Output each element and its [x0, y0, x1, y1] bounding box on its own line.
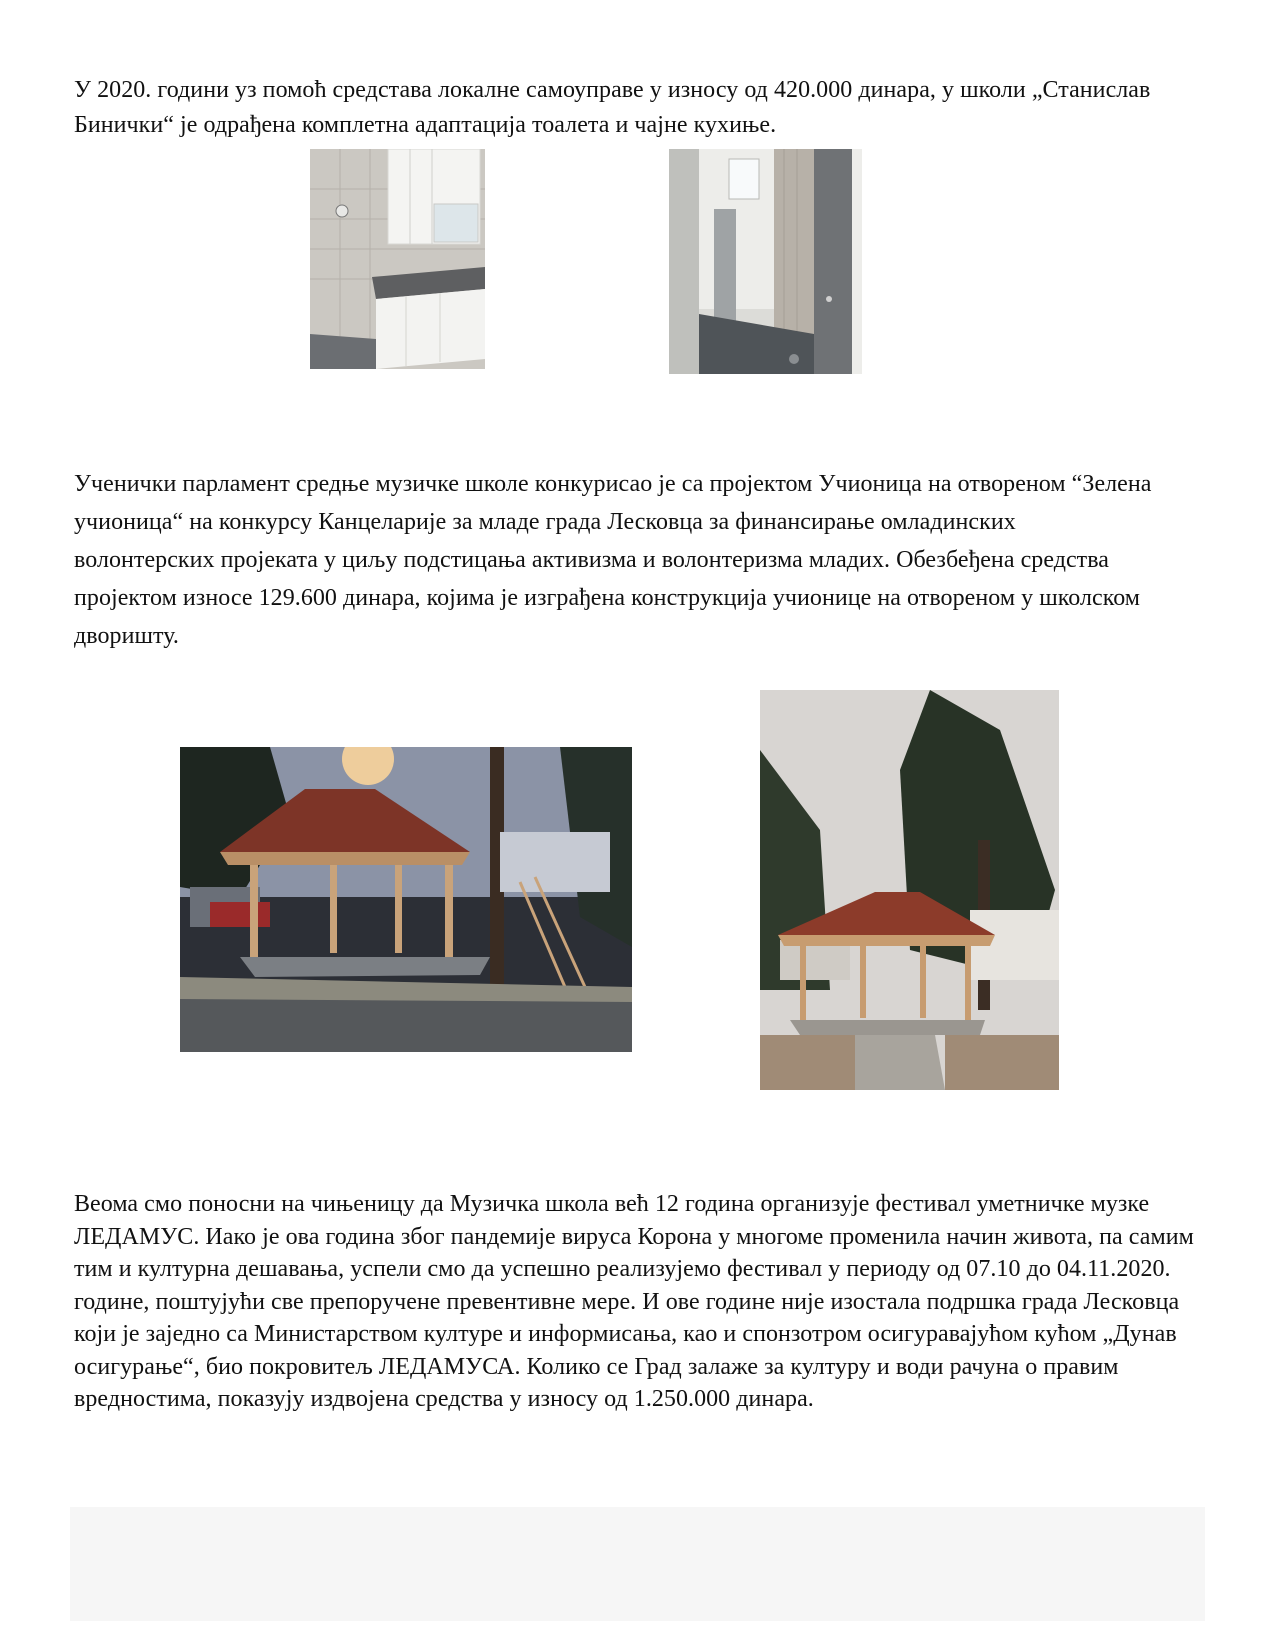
photo-toilet: [669, 149, 862, 374]
paragraph-renovation: У 2020. години уз помоћ средстава локалне самоуправе у износу од 420.000 динара, у школи „Станислав Бинички“ је одрађена комплетна адаптација тоалета и чајне кухиње.: [74, 77, 1151, 138]
footer-placeholder: [70, 1507, 1205, 1621]
paragraph-green-classroom: Ученички парламент средње музичке школе конкурисао је са пројектом Учионица на отвореном “Зелена учионица“ на конкурсу Канцеларије за младе града Лесковца за финансирање омладинских волонтерских пројеката у циљу подстицања активизма и волонтеризма младих. Обезбеђена средства пројектом износе 129.600 динара, којима је изграђена конструкција учионице на отвореном у школском дворишту.: [74, 471, 1152, 649]
paragraph-ledamus: Веома смо поносни на чињеницу да Музичка школа већ 12 година организује фестивал уметничке музке ЛЕДАМУС. Иако је ова година због пандемије вируса Корона у многоме променила начин живота, па самим тим и културна дешавања, успели смо да успешно реализујемо фестивал у периоду од 07.10 до 04.11.2020. године, поштујући све препоручене превентивне мере. И ове године није изостала подршка града Лесковца који је заједно са Министарством културе и информисања, као и спонзотром осигуравајућом кућом „Дунав осигурање“, био покровитељ ЛЕДАМУСА. Колико се Град залаже за културу и води рачуна о правим вредностима, показују издвојена средства у износу од 1.250.000 динара.: [74, 1191, 1194, 1412]
photo-gazebo-dusk: [180, 747, 632, 1052]
photo-kitchen: [310, 149, 485, 369]
photo-gazebo-day: [760, 690, 1059, 1090]
